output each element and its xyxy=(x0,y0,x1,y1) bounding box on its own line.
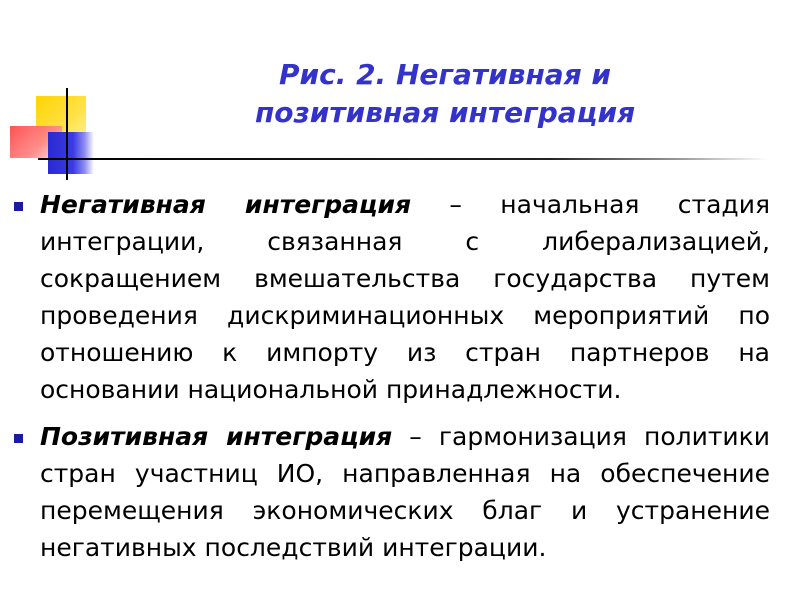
bullet-text: – гармонизация политики стран участниц ИО, направленная на обеспечение перемещения экономических благ и устранение негативных последствий интеграции. xyxy=(40,422,770,562)
logo-vertical-line xyxy=(66,88,68,180)
bullet-text: – начальная стадия интеграции, связанная с либерализацией, сокращением вмешательства государства путем проведения дискриминационных мероприятий по отношению к импорту из стран партнеров на основании национальной принадлежности. xyxy=(40,190,770,404)
bullet-item-positive-integration xyxy=(10,418,770,566)
title-underline xyxy=(38,158,768,160)
bullet-marker-icon xyxy=(14,202,23,211)
bullet-item-negative-integration xyxy=(10,186,770,408)
slide-title-line-2: позитивная интеграция xyxy=(254,96,636,129)
slide-title-line-1: Рис. 2. Негативная и xyxy=(278,58,612,91)
bullet-list xyxy=(10,186,770,576)
slide-title xyxy=(150,56,740,132)
decorative-logo xyxy=(0,0,130,190)
bullet-term: Негативная интеграция xyxy=(40,190,412,219)
bullet-marker-icon xyxy=(14,434,23,443)
bullet-term: Позитивная интеграция xyxy=(40,422,393,451)
logo-blue-square xyxy=(48,132,94,174)
